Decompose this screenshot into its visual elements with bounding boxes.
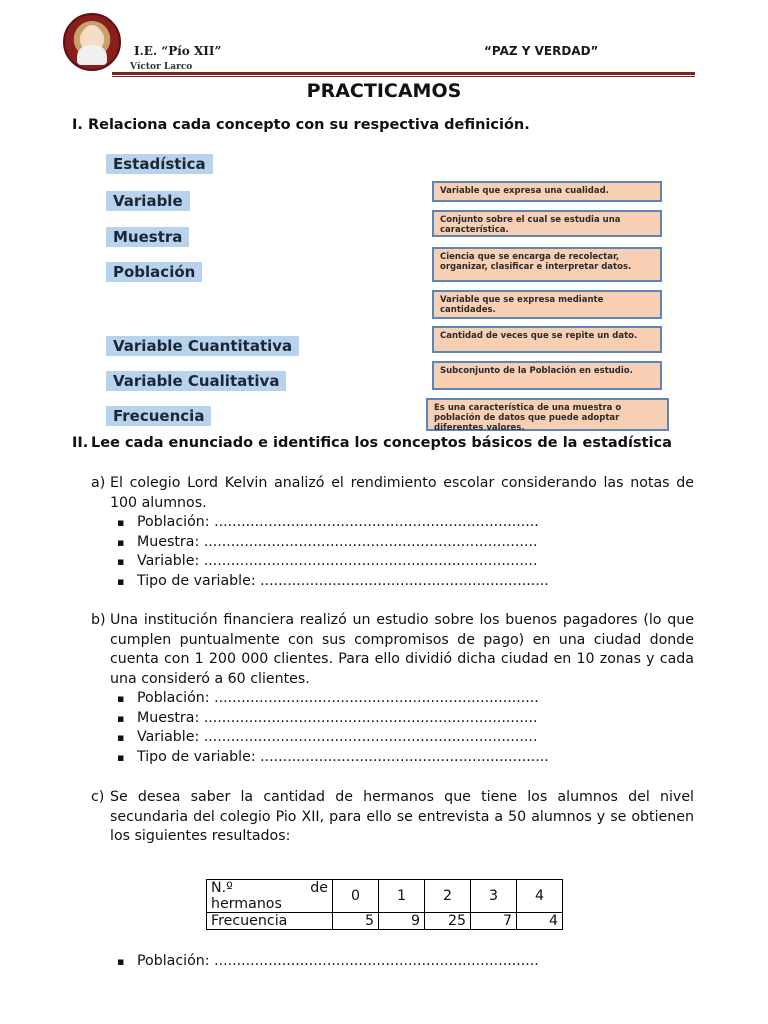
definition-box: Variable que se expresa mediante cantidades. [432, 290, 662, 319]
answer-line[interactable]: ▪ Tipo de variable: ................................................................ [120, 572, 549, 592]
table-cell: 0 [333, 880, 379, 913]
table-cell: 5 [333, 913, 379, 930]
exercise-b [91, 611, 694, 689]
definition-box: Variable que expresa una cualidad. [432, 181, 662, 202]
table-row [207, 913, 563, 930]
definition-box: Conjunto sobre el cual se estudia una característica. [432, 210, 662, 237]
section-2-heading [72, 434, 694, 454]
section-2-number: II. [72, 435, 89, 451]
concept-poblacion: Población [106, 262, 202, 282]
frequency-table [206, 879, 563, 930]
answer-line[interactable]: ▪ Variable: .......................................................................... [120, 552, 537, 572]
answer-line[interactable]: ▪ Población: ........................................................................ [120, 513, 539, 533]
section-2-heading-text: Lee cada enunciado e identifica los conceptos básicos de la estadística [91, 435, 672, 451]
table-cell: 1 [379, 880, 425, 913]
definition-box: Es una característica de una muestra o población de datos que puede adoptar diferentes valores. [426, 398, 669, 431]
answer-line[interactable]: ▪ Variable: .......................................................................... [120, 728, 537, 748]
exercise-label: a) [91, 475, 106, 491]
table-cell: 2 [425, 880, 471, 913]
page-title: PRACTICAMOS [306, 80, 462, 102]
answer-line[interactable]: ▪ Muestra: .......................................................................... [120, 533, 537, 553]
exercise-text: Se desea saber la cantidad de hermanos que tiene los alumnos del nivel secundaria del colegio Pio XII, para ello se entrevista a 50 alumnos y se obtienen los siguientes resultados: [110, 789, 694, 844]
concept-muestra: Muestra [106, 227, 189, 247]
table-cell: 3 [471, 880, 517, 913]
table-cell: 9 [379, 913, 425, 930]
exercise-text: Una institución financiera realizó un estudio sobre los buenos pagadores (lo que cumplen puntualmente con sus compromisos de pago) en una ciudad donde cuenta con 1 200 000 clientes. Para ello dividió dicha ciudad en 10 zonas y cada una consideró a 60 clientes. [110, 612, 694, 687]
header-rule [112, 72, 695, 75]
answer-line[interactable]: ▪ Muestra: .......................................................................... [120, 709, 537, 729]
concept-estadistica: Estadística [106, 154, 213, 174]
school-crest-icon [63, 13, 121, 71]
concept-variable-cualitativa: Variable Cualitativa [106, 371, 286, 391]
exercise-c [91, 788, 694, 847]
exercise-label: b) [91, 612, 106, 628]
concept-variable: Variable [106, 191, 190, 211]
school-motto: “PAZ Y VERDAD” [484, 44, 599, 58]
header-rule-thin [112, 76, 695, 77]
concept-variable-cuantitativa: Variable Cuantitativa [106, 336, 299, 356]
concept-frecuencia: Frecuencia [106, 406, 211, 426]
answer-line[interactable]: ▪ Población: ........................................................................ [120, 952, 539, 972]
exercise-a [91, 474, 694, 513]
exercise-text: El colegio Lord Kelvin analizó el rendimiento escolar considerando las notas de 100 alumnos. [110, 475, 694, 511]
table-row [207, 880, 563, 913]
table-header-cell: N.º de hermanos [207, 880, 333, 913]
table-cell: 4 [517, 880, 563, 913]
definition-box: Ciencia que se encarga de recolectar, organizar, clasificar e interpretar datos. [432, 247, 662, 282]
table-cell: 4 [517, 913, 563, 930]
answer-line[interactable]: ▪ Población: ........................................................................ [120, 689, 539, 709]
school-name: I.E. “Pío XII” [134, 44, 222, 58]
exercise-label: c) [91, 789, 105, 805]
table-cell: 7 [471, 913, 517, 930]
table-header-cell: Frecuencia [207, 913, 333, 930]
table-cell: 25 [425, 913, 471, 930]
definition-box: Subconjunto de la Población en estudio. [432, 361, 662, 390]
school-town: Víctor Larco [130, 62, 193, 72]
answer-line[interactable]: ▪ Tipo de variable: ................................................................ [120, 748, 549, 768]
section-1-heading: I. Relaciona cada concepto con su respectiva definición. [72, 117, 530, 133]
definition-box: Cantidad de veces que se repite un dato. [432, 326, 662, 353]
